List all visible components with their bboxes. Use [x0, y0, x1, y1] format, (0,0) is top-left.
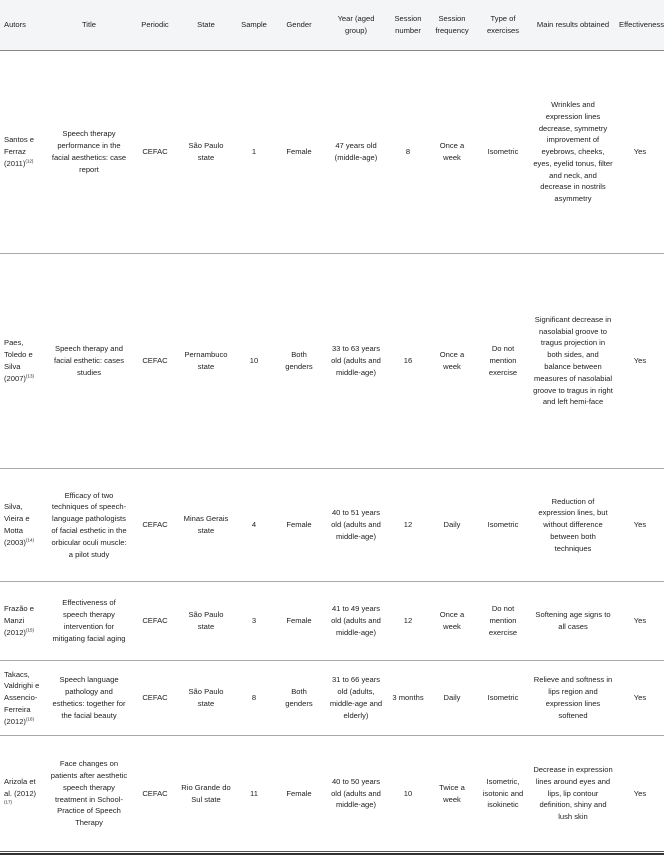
cell-results: Relieve and softness in lips region and expression lines softened	[530, 661, 616, 736]
cell-effectiveness: Yes	[616, 736, 664, 852]
cell-sample: 1	[234, 51, 274, 254]
cell-title: Speech language pathology and esthetics: together for the facial beauty	[46, 661, 132, 736]
cell-exercises: Isometric, isotonic and isokinetic	[476, 736, 530, 852]
cell-results: Reduction of expression lines, but without difference between both techniques	[530, 469, 616, 582]
header-periodic: Periodic	[132, 0, 178, 51]
cell-state: São Paulo state	[178, 51, 234, 254]
cell-effectiveness: Yes	[616, 51, 664, 254]
author-text: Paes, Toledo e Silva (2007)	[4, 338, 33, 383]
author-text: Arizola et al. (2012)	[4, 776, 37, 798]
cell-author	[0, 582, 46, 661]
cell-year: 40 to 51 years old (adults and middle-age)	[324, 469, 388, 582]
header-state: State	[178, 0, 234, 51]
cell-periodic: CEFAC	[132, 254, 178, 469]
cell-frequency: Daily	[428, 469, 476, 582]
cell-exercises: Do not mention exercise	[476, 254, 530, 469]
header-year: Year (aged group)	[324, 0, 388, 51]
cell-year: 31 to 66 years old (adults, middle-age and elderly)	[324, 661, 388, 736]
cell-year: 47 years old (middle-age)	[324, 51, 388, 254]
cell-session-number: 10	[388, 736, 428, 852]
header-main-results: Main results obtained	[530, 0, 616, 51]
cell-session-number: 3 months	[388, 661, 428, 736]
cell-effectiveness: Yes	[616, 469, 664, 582]
header-title: Title	[46, 0, 132, 51]
cell-gender: Female	[274, 736, 324, 852]
cell-effectiveness: Yes	[616, 582, 664, 661]
cell-results: Softening age signs to all cases	[530, 582, 616, 661]
cell-sample: 8	[234, 661, 274, 736]
cell-session-number: 16	[388, 254, 428, 469]
cell-gender: Female	[274, 51, 324, 254]
cell-periodic: CEFAC	[132, 661, 178, 736]
cell-exercises: Isometric	[476, 469, 530, 582]
cell-state: São Paulo state	[178, 661, 234, 736]
cell-results: Decrease in expression lines around eyes and lips, lip contour definition, shiny and lush skin	[530, 736, 616, 852]
table-bottom-rule	[0, 853, 664, 855]
table-row	[0, 254, 664, 469]
cell-frequency: Once a week	[428, 582, 476, 661]
cell-effectiveness: Yes	[616, 254, 664, 469]
cell-state: Rio Grande do Sul state	[178, 736, 234, 852]
cell-author	[0, 51, 46, 254]
reference-marker: (12)	[25, 158, 34, 164]
reference-marker: (17)	[4, 799, 13, 805]
reference-marker: (14)	[25, 537, 34, 543]
cell-sample: 11	[234, 736, 274, 852]
cell-effectiveness: Yes	[616, 661, 664, 736]
table-header-row	[0, 0, 664, 51]
header-authors: Autors	[0, 0, 46, 51]
cell-gender: Female	[274, 582, 324, 661]
reference-marker: (16)	[25, 716, 34, 722]
table-row	[0, 582, 664, 661]
author-text: Frazão e Manzi (2012)	[4, 604, 34, 637]
cell-session-number: 8	[388, 51, 428, 254]
header-session-frequency: Session frequency	[428, 0, 476, 51]
cell-gender: Both genders	[274, 254, 324, 469]
cell-periodic: CEFAC	[132, 51, 178, 254]
header-exercise-type: Type of exercises	[476, 0, 530, 51]
cell-title: Effectiveness of speech therapy intervention for mitigating facial aging	[46, 582, 132, 661]
cell-state: Pernambuco state	[178, 254, 234, 469]
author-text: Silva, Vieira e Motta (2003)	[4, 502, 30, 547]
cell-author	[0, 661, 46, 736]
author-text: Takacs, Valdrighi e Assencio-Ferreira (2012)	[4, 669, 40, 726]
cell-state: Minas Gerais state	[178, 469, 234, 582]
cell-periodic: CEFAC	[132, 736, 178, 852]
cell-periodic: CEFAC	[132, 582, 178, 661]
cell-session-number: 12	[388, 582, 428, 661]
cell-results: Wrinkles and expression lines decrease, symmetry improvement of eyebrows, cheeks, eyes, eyelid tonus, filter and neck, and decrease in nostrils asymmetry	[530, 51, 616, 254]
cell-frequency: Once a week	[428, 51, 476, 254]
cell-exercises: Isometric	[476, 51, 530, 254]
cell-frequency: Daily	[428, 661, 476, 736]
cell-author	[0, 736, 46, 852]
cell-author	[0, 469, 46, 582]
cell-sample: 10	[234, 254, 274, 469]
cell-year: 33 to 63 years old (adults and middle-age)	[324, 254, 388, 469]
cell-frequency: Once a week	[428, 254, 476, 469]
cell-session-number: 12	[388, 469, 428, 582]
cell-title: Speech therapy and facial esthetic: cases studies	[46, 254, 132, 469]
header-gender: Gender	[274, 0, 324, 51]
header-session-number: Session number	[388, 0, 428, 51]
cell-frequency: Twice a week	[428, 736, 476, 852]
author-text: Santos e Ferraz (2011)	[4, 135, 34, 168]
cell-exercises: Isometric	[476, 661, 530, 736]
cell-title: Face changes on patients after aesthetic speech therapy treatment in School-Practice of Speech Therapy	[46, 736, 132, 852]
header-sample: Sample	[234, 0, 274, 51]
header-effectiveness: Effectiveness	[616, 0, 664, 51]
cell-results: Significant decrease in nasolabial groove to tragus projection in both sides, and balance between measures of nasolabial groove to tragus in right and left hemi-face	[530, 254, 616, 469]
cell-title: Efficacy of two techniques of speech-language pathologists of facial esthetic in the orbicular oculi muscle: a pilot study	[46, 469, 132, 582]
table-row	[0, 661, 664, 736]
reference-marker: (13)	[25, 373, 34, 379]
table-row	[0, 51, 664, 254]
cell-sample: 4	[234, 469, 274, 582]
reference-marker: (15)	[25, 627, 34, 633]
cell-state: São Paulo state	[178, 582, 234, 661]
cell-gender: Female	[274, 469, 324, 582]
cell-gender: Both genders	[274, 661, 324, 736]
cell-author	[0, 254, 46, 469]
table-row	[0, 736, 664, 852]
table-row	[0, 469, 664, 582]
cell-title: Speech therapy performance in the facial aesthetics: case report	[46, 51, 132, 254]
cell-periodic: CEFAC	[132, 469, 178, 582]
cell-exercises: Do not mention exercise	[476, 582, 530, 661]
cell-year: 40 to 50 years old (adults and middle-age)	[324, 736, 388, 852]
cell-sample: 3	[234, 582, 274, 661]
cell-year: 41 to 49 years old (adults and middle-age)	[324, 582, 388, 661]
